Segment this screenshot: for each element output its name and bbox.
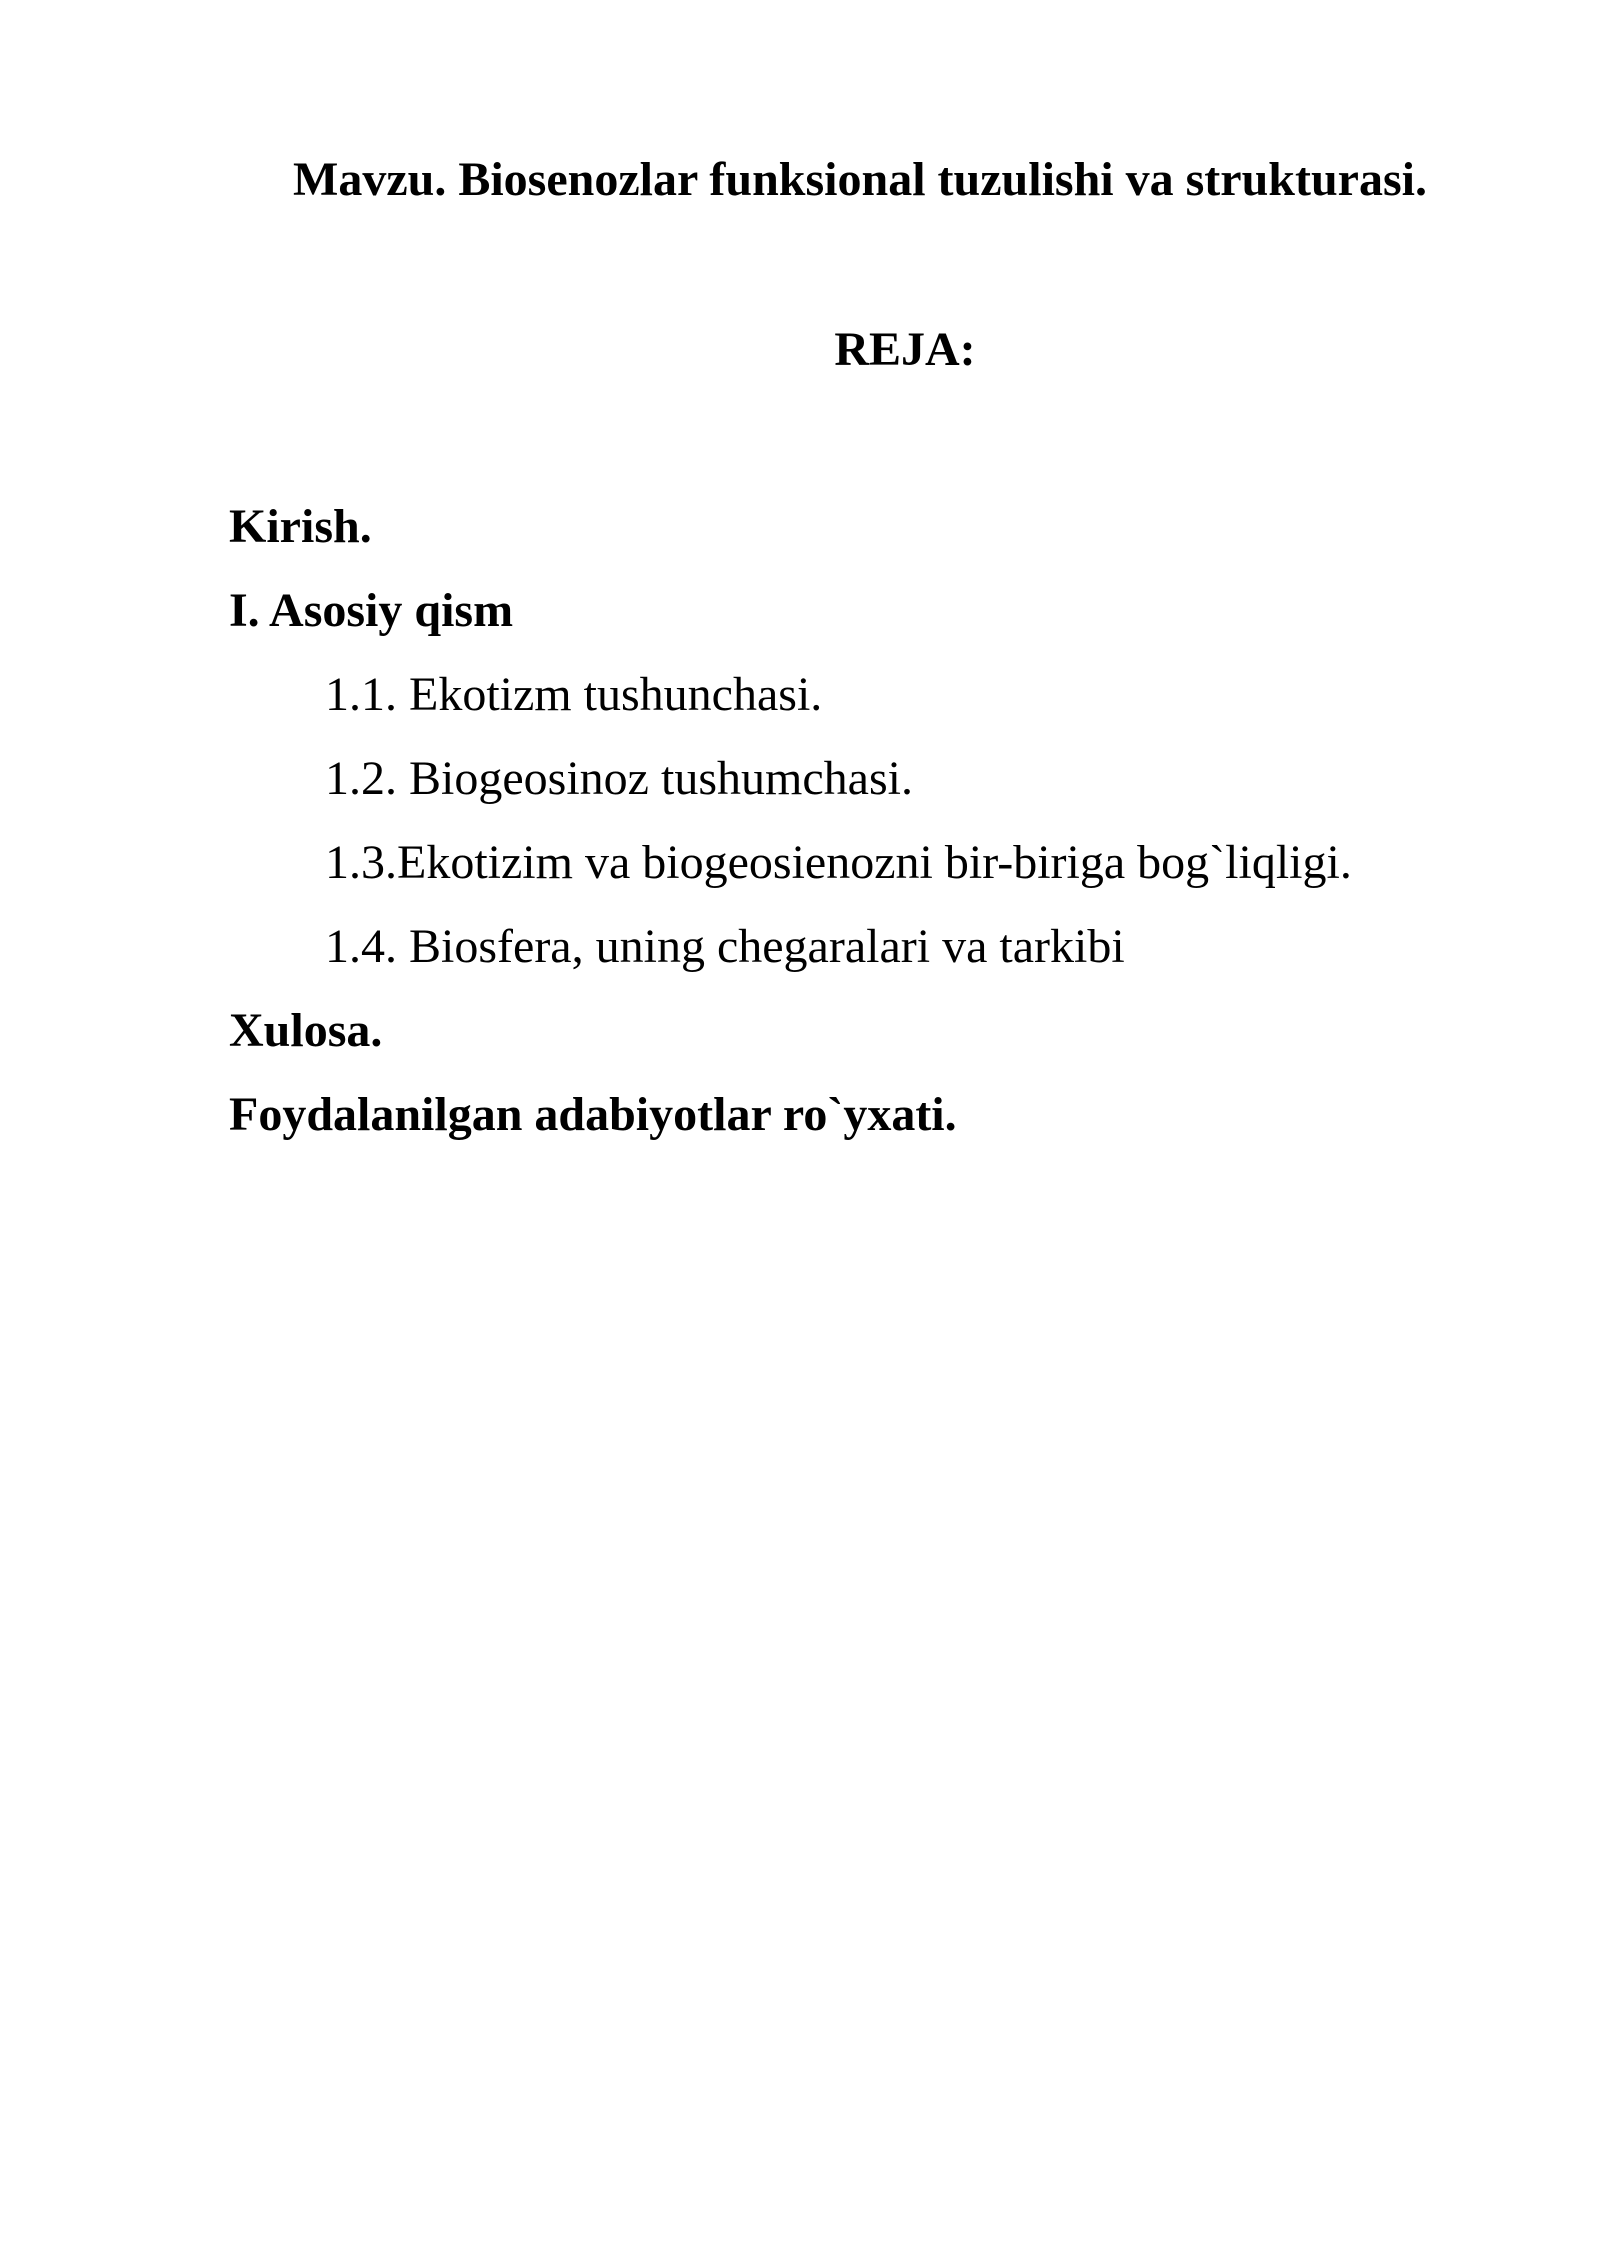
plan-subitem-1-3: 1.3.Ekotizim va biogeosienozni bir-biriga bog`liqligi. [325,836,1352,889]
plan-item-main-part: I. Asosiy qism [229,584,514,637]
plan-subitem-1-1: 1.1. Ekotizm tushunchasi. [325,668,823,721]
plan-item-references: Foydalanilgan adabiyotlar ro`yxati. [229,1088,957,1141]
plan-subitem-1-2: 1.2. Biogeosinoz tushumchasi. [325,752,913,805]
plan-item-intro: Kirish. [229,500,372,553]
plan-list [229,485,1429,1157]
plan-subitem-1-4: 1.4. Biosfera, uning chegaralari va tarkibi [325,920,1125,973]
plan-heading: REJA: [834,323,976,376]
plan-item-conclusion: Xulosa. [229,1004,383,1057]
document-title: Mavzu. Biosenozlar funksional tuzulishi va strukturasi. [293,153,1427,206]
